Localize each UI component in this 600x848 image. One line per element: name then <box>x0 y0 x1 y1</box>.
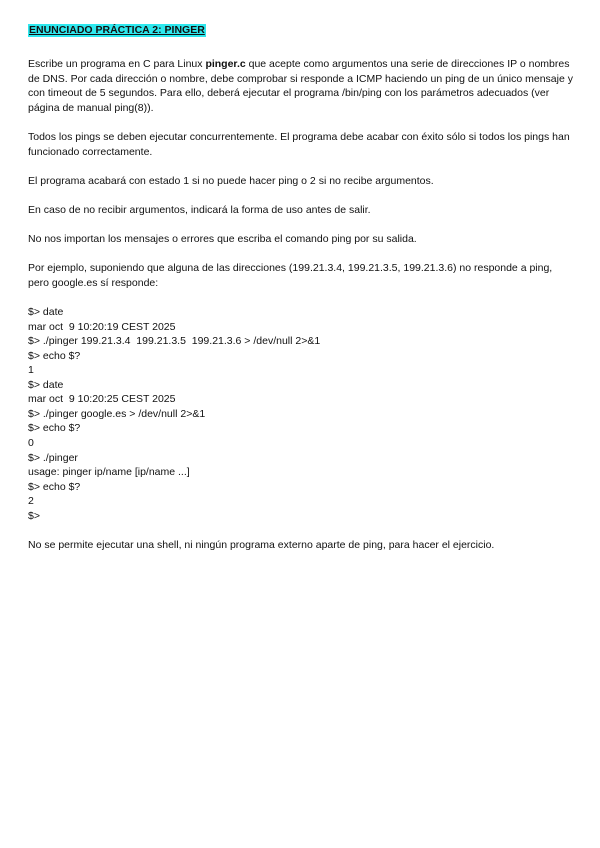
console-line: mar oct 9 10:20:25 CEST 2025 <box>28 393 176 406</box>
console-example <box>28 305 573 523</box>
console-line: $> date <box>28 306 64 319</box>
console-line: $> echo $? <box>28 422 81 435</box>
document-page <box>28 20 573 552</box>
console-line: $> <box>28 509 40 522</box>
console-line: 0 <box>28 437 34 450</box>
paragraph-exit-status: El programa acabará con estado 1 si no puede hacer ping o 2 si no recibe argumentos. <box>28 174 434 187</box>
program-filename: pinger.c <box>205 58 246 70</box>
console-line: $> echo $? <box>28 349 81 362</box>
console-line: usage: pinger ip/name [ip/name ...] <box>28 466 190 479</box>
console-line: 1 <box>28 364 34 377</box>
console-line: mar oct 9 10:20:19 CEST 2025 <box>28 320 176 333</box>
console-line: 2 <box>28 495 34 508</box>
paragraph-restrictions: No se permite ejecutar una shell, ni ningún programa externo aparte de ping, para hacer el ejercicio. <box>28 538 495 551</box>
console-line: $> ./pinger 199.21.3.4 199.21.3.5 199.21.3.6 > /dev/null 2>&1 <box>28 335 321 348</box>
paragraph-intro <box>28 57 573 115</box>
intro-text-start: Escribe un programa en C para Linux <box>28 58 206 70</box>
document-title: ENUNCIADO PRÁCTICA 2: PINGER <box>29 24 205 36</box>
console-line: $> ./pinger google.es > /dev/null 2>&1 <box>28 407 206 420</box>
paragraph-concurrency: Todos los pings se deben ejecutar concurrentemente. El programa debe acabar con éxito sólo si todos los pings han funcionado correctamente. <box>28 130 570 158</box>
paragraph-usage: En caso de no recibir argumentos, indicará la forma de uso antes de salir. <box>28 203 371 216</box>
paragraph-example: Por ejemplo, suponiendo que alguna de las direcciones (199.21.3.4, 199.21.3.5, 199.21.3.6) no responde a ping, pero google.es sí responde: <box>28 262 553 289</box>
console-line: $> echo $? <box>28 480 81 493</box>
paragraph-ping-output: No nos importan los mensajes o errores que escriba el comando ping por su salida. <box>28 233 417 246</box>
console-line: $> date <box>28 378 64 391</box>
intro-text-end: que acepte como argumentos una serie de direcciones IP o nombres de DNS. Por cada dirección o nombre, debe comprobar si responde a ICMP haciendo un ping de un único mensaje y con timeout de 5 segundos. Para ello, deberá ejecutar el programa /bin/ping con los parámetros adecuados (ver página de manual ping(8)). <box>28 58 573 114</box>
console-line: $> ./pinger <box>28 451 78 464</box>
